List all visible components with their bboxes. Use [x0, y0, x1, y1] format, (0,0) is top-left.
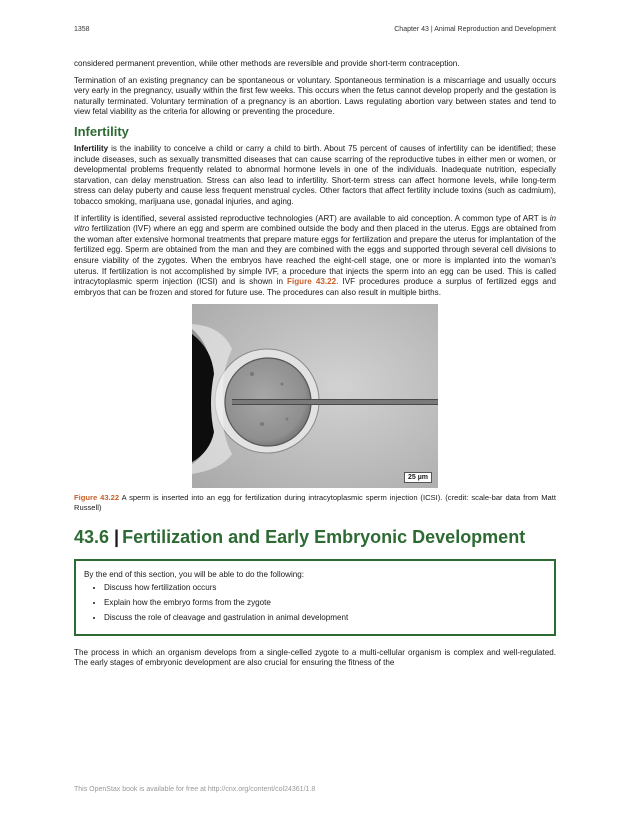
micrograph-image — [192, 304, 438, 488]
page-header — [74, 26, 556, 36]
paragraph-text: is the inability to conceive a child or carry a child to birth. About 75 percent of causes of infertility can be identified; these include diseases, such as sexually transmitted diseases that can cause scarring of the reproductive tubes in either men or women, or developmental problems frequently related to abnormal hormone levels in one of the individuals. Inadequate nutrition, especially starvation, can delay menstruation. Stress can also lead to infertility. Short-term stress can affect hormone levels, while long-term stress can delay puberty and cause less frequent menstrual cycles. Other factors that affect fertility include toxins (such as cadmium), tobacco smoking, marijuana use, gonadal injuries, and aging. — [74, 143, 556, 206]
paragraph-text: fertilization (IVF) where an egg and sperm are combined outside the body and then placed in the uterus. Eggs are obtained from the woman after extensive hormonal treatments that prepare mature eggs for fertilization and prepare the uterus for implantation of the fertilized egg. Sperm are obtained from the man and they are combined with the eggs and supported through several cell divisions to ensure viability of the zygotes. When the embryos have reached the eight-cell stage, one or more is implanted into the woman's uterus. If fertilization is not accomplished by simple IVF, a procedure that injects the sperm into an egg can be used. This is called intracytoplasmic sperm injection (ICSI) and is shown in — [74, 224, 556, 287]
page-content — [74, 59, 556, 675]
objectives-intro: By the end of this section, you will be able to do the following: — [84, 569, 305, 579]
section-title-text: Fertilization and Early Embryonic Development — [122, 526, 526, 547]
section-number: 43.6 — [74, 526, 110, 547]
italic-term: in vitro — [74, 213, 556, 234]
objective-item: • Discuss how fertilization occurs — [104, 583, 546, 593]
paragraph — [74, 144, 556, 208]
objective-item: • Explain how the embryo forms from the zygote — [104, 598, 546, 608]
figure-link[interactable]: Figure 43.22 — [287, 277, 337, 287]
scale-bar-label: 25 µm — [404, 472, 432, 483]
chapter-title: Chapter 43 | Animal Reproduction and Development — [394, 26, 556, 33]
section-title — [74, 527, 556, 548]
paragraph — [74, 214, 556, 299]
page-footer: This OpenStax book is available for free at http://cnx.org/content/col24361/1.8 — [74, 786, 316, 793]
injection-needle — [232, 400, 438, 404]
section-separator: | — [114, 526, 120, 547]
figure-caption — [74, 493, 556, 513]
paragraph-text: . IVF procedures produce a surplus of fertilized eggs and embryos that can be frozen and stored for future use. The procedures can also result in multiple births. — [74, 277, 556, 297]
paragraph: The process in which an organism develops from a single-celled zygote to a multi-cellular organism is complex and well-regulated. The early stages of embryonic development are also crucial for ensuring the fitness of the — [74, 647, 556, 668]
section-heading-infertility: Infertility — [74, 123, 129, 139]
learning-objectives-box — [74, 559, 556, 636]
page-number: 1358 — [74, 26, 90, 33]
key-term: Infertility — [74, 143, 109, 153]
paragraph-text: If infertility is identified, several assisted reproductive technologies (ART) are available to aid conception. A common type of ART is — [74, 213, 550, 223]
paragraph: considered permanent prevention, while other methods are reversible and provide short-term contraception. — [74, 59, 460, 68]
paragraph: Termination of an existing pregnancy can be spontaneous or voluntary. Spontaneous termination is a miscarriage and usually occurs very early in the pregnancy, usually within the first few weeks. This occurs when the fetus cannot develop properly and the gestation is naturally terminated. Voluntary termination of a pregnancy is an abortion. Laws regulating abortion vary between states and tend to view fetal viability as the criteria for allowing or preventing the procedure. — [74, 75, 556, 117]
objectives-list — [84, 583, 546, 623]
objective-item: • Discuss the role of cleavage and gastrulation in animal development — [104, 613, 546, 623]
caption-text: A sperm is inserted into an egg for fertilization during intracytoplasmic sperm injection (ICSI). (credit: scale-bar data from Matt Russell) — [74, 493, 556, 513]
caption-label: Figure 43.22 — [74, 493, 120, 503]
icsi-micrograph — [192, 304, 438, 488]
